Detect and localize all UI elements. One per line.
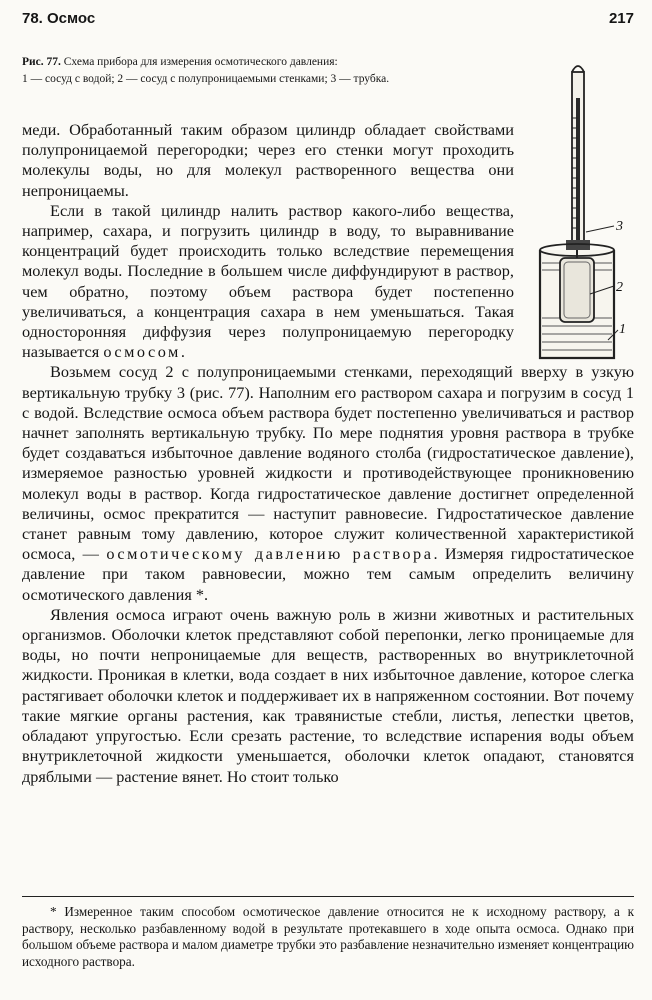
paragraph-2-text: Если в такой цилиндр налить раствор какого-либо вещества, например, сахара, и погрузить цилиндр в воду, то выравнивание концентраций будет происходить только вследствие перемещения молекул воды. Последние в большем числе диффундируют в раствор, чем обратно, поэтому объем раствора будет постепенно увеличиваться, а концентрация сахара в нем уменьшаться. Такая односторонняя диффузия через полупроницаемую перегородку называется (22, 200, 514, 362)
caption-label: Рис. 77. (22, 56, 61, 68)
paragraph-4: Явления осмоса играют очень важную роль в жизни животных и растительных организмов. Оболочки клеток представляют собой перепонки, легко проницаемые для воды, но почти непроницаемые для веществ, растворенных во внутриклеточной жидкости. Проникая в клетки, вода создает в них избыточное давление, которое слегка растягивает оболочки клеток и поддерживает их в напряженном состоянии. Вот почему такие мягкие органы растения, как травянистые стебли, листья, лепестки цветов, обладают упругостью. Если срезать растение, то вследствие испарения воды объем внутриклеточной жидкости уменьшается, оболочки клеток опадают, становятся дряблыми — растение вянет. Но стоит только (22, 604, 634, 786)
caption-legend: 1 — сосуд с водой; 2 — сосуд с полупроницаемыми стенками; 3 — трубка. (22, 73, 390, 85)
footnote: * Измеренное таким способом осмотическое давление относится не к исходному раствору, а к раствору, несколько разбавленному водой в результате протекавшего в ходе опыта осмоса. Однако при большом объеме раствора и малом диаметре трубки это разбавление незначительно изменяет концентрацию исходного раствора. (22, 904, 634, 969)
paragraph-2-end: . (180, 342, 185, 362)
term-osmos: осмосом (103, 342, 181, 362)
paragraph-1: меди. Обработанный таким образом цилиндр обладает свойствами полупроницаемой перегородки; через его стенки могут проходить молекулы воды, но для молекул растворенного вещества они непроницаемы. (22, 120, 514, 200)
figure-label-3: 3 (616, 219, 623, 234)
caption-title: Схема прибора для измерения осмотического давления: (63, 56, 338, 68)
figure-label-2: 2 (616, 280, 623, 295)
paragraph-3-text: Возьмем сосуд 2 с полупроницаемыми стенками, переходящий вверху в узкую вертикальную трубку 3 (рис. 77). Наполним его раствором сахара и погрузим в сосуд 1 с водой. Вследствие осмоса объем раствора будет постепенно увеличиваться и раствор начнет заполнять вертикальную трубку. По мере поднятия уровня раствора в трубке будет создаваться избыточное давление водяного столба (гидростатическое давление), измеряемое разностью уровней жидкости и противодействующее проникновению молекул воды в раствор. Когда гидростатическое давление достигнет определенной величины, осмос прекратится — наступит равновесие. Гидростатическое давление станет равным тому давлению, которое служит количественной характеристикой осмоса, — (22, 362, 634, 564)
term-osmotic-pressure: осмотическому давлению раствора (106, 544, 434, 564)
figure-caption (22, 54, 542, 88)
figure-label-1: 1 (619, 322, 626, 337)
paragraph-3 (22, 362, 634, 604)
main-text (22, 120, 634, 787)
paragraph-2 (22, 201, 514, 363)
section-title: 78. Осмос (22, 10, 96, 27)
footnote-divider (22, 896, 634, 897)
running-head (22, 10, 634, 36)
paragraph-3-end: . Измеряя гидростатическое давление при таком равновесии, можно тем самым определить величину осмотического давления *. (22, 544, 635, 604)
page-number: 217 (608, 10, 634, 27)
